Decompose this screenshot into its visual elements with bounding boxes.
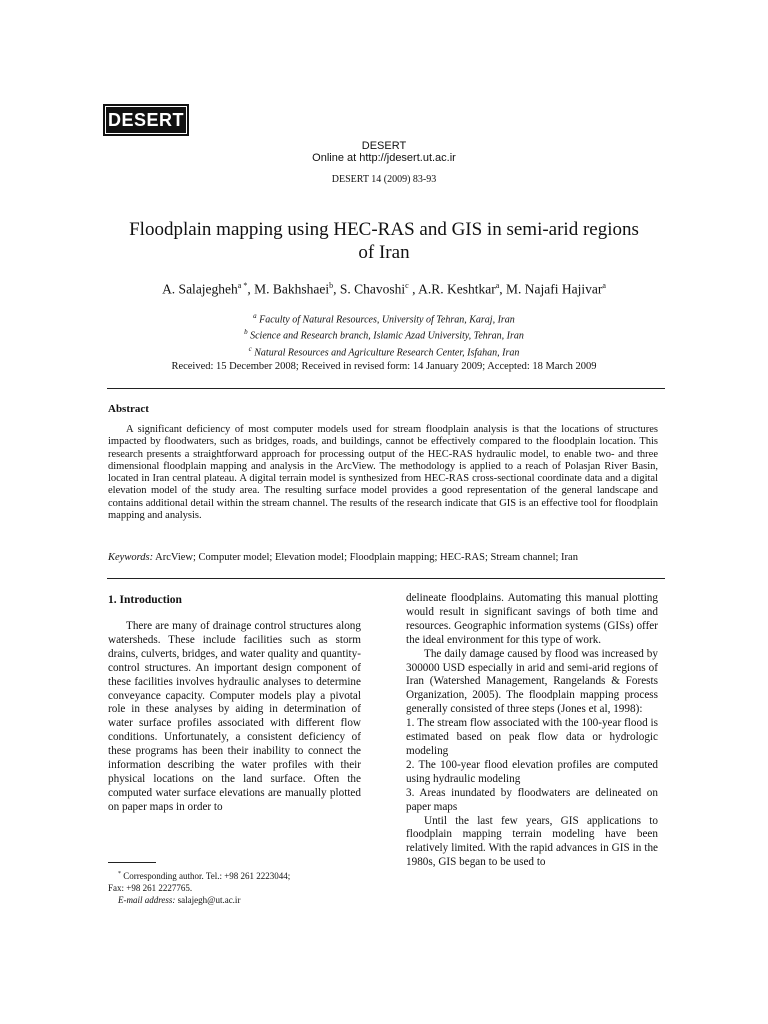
author-sup: a	[602, 281, 606, 290]
email-address[interactable]: salajegh@ut.ac.ir	[177, 895, 241, 905]
author-sup: b	[329, 281, 334, 290]
received-dates: Received: 15 December 2008; Received in revised form: 14 January 2009; Accepted: 18 March 2009	[171, 361, 597, 372]
right-column	[406, 592, 658, 870]
keywords	[108, 552, 668, 563]
section-heading: 1. Introduction	[108, 594, 182, 606]
affiliations	[0, 310, 768, 359]
issue-info: DESERT 14 (2009) 83-93	[331, 174, 437, 185]
author-name: S. Chavoshi	[339, 281, 406, 297]
paragraph: The daily damage caused by flood was increased by 300000 USD especially in arid and semi-arid regions of Iran (Watershed Management, Rangelands & Forests Organization, 2005). The floodplain mapping process generally consisted of three steps (Jones et al, 1998):	[406, 647, 658, 716]
list-item: 2. The 100-year flood elevation profiles are computed using hydraulic modeling	[406, 758, 658, 785]
author-name: M. Bakhshaei	[254, 281, 330, 297]
email-label: E-mail address:	[118, 895, 176, 905]
paragraph: Until the last few years, GIS applications to floodplain mapping terrain modeling have been relatively limited. With the rapid advances in GIS in the 1980s, GIS began to be used to	[406, 814, 658, 869]
keywords-label: Keywords:	[108, 552, 154, 563]
journal-logo: DESERT	[103, 104, 189, 136]
divider	[107, 388, 665, 389]
author-sup: a	[495, 281, 500, 290]
author-sup: c	[405, 281, 409, 290]
journal-url: Online at http://jdesert.ut.ac.ir	[312, 152, 456, 164]
journal-name: DESERT	[361, 140, 407, 152]
list-item: 3. Areas inundated by floodwaters are delineated on paper maps	[406, 786, 658, 813]
left-column	[108, 620, 361, 815]
abstract-heading: Abstract	[108, 403, 149, 415]
author-name: A.R. Keshtkar	[418, 281, 496, 297]
author-sup: a *	[237, 281, 248, 290]
list-item: 1. The stream flow associated with the 100-year flood is estimated based on peak flow data or hydrologic modeling	[406, 717, 658, 757]
paragraph: delineate floodplains. Automating this manual plotting would result in significant savings of both time and resources. Geographic information systems (GISs) offer the ideal environment for this type of work.	[406, 592, 658, 646]
footnote-rule	[108, 862, 156, 863]
divider	[107, 578, 665, 579]
affiliation: $^c$ Natural Resources and Agriculture Research Center, Isfahan, Iran	[248, 344, 520, 358]
footnote: * Corresponding author. Tel.: +98 261 2223044; Fax: +98 261 2227765. E-mail address: salajegh@ut.ac.ir	[108, 868, 368, 906]
paper-title: Floodplain mapping using HEC-RAS and GIS in semi-arid regions of Iran	[129, 219, 639, 263]
abstract-body: A significant deficiency of most computer models used for stream floodplain analysis is that the locations of structures impacted by floodwaters, such as bridges, roads, and buildings, cannot be effectively compared to the floodplain location. This research presents a straightforward approach for processing output of the HEC-RAS hydraulic model, to enable two- and three dimensional floodplain mapping and analysis in the ArcView. The methodology is applied to a reach of Polasjan River Basin, located in Iran central plateau. A digital terrain model is synthesized from HEC-RAS cross-sectional coordinate data and a digital elevation model of the study area. The resulting surface model provides a good representation of the general landscape and contains additional detail within the stream channel. The results of the research indicate that GIS is an effective tool for floodplain mapping and analysis.	[108, 424, 658, 522]
affiliation: $^b$ Science and Research branch, Islamic Azad University, Tehran, Iran	[244, 328, 524, 342]
fax: Fax: +98 261 2227765.	[108, 883, 193, 893]
author-name: A. Salajegheh	[162, 281, 238, 297]
keywords-text: ArcView; Computer model; Elevation model; Floodplain mapping; HEC-RAS; Stream channel; Iran	[155, 552, 578, 563]
author-list: A. Salajegheh$^{a *}$, M. Bakhshaei$^b$, S. Chavoshi$^c$ , A.R. Keshtkar$^a$, M. Najafi Hajivar$^a$	[162, 281, 606, 297]
paragraph: There are many of drainage control structures along watersheds. These include facilities such as storm drains, culverts, bridges, and water quality and quantity-control structures. An important design component of these facilities involves hydraulic analyses to determine conveyance capacity. Computer models play a pivotal role in these analyses by aiding in determination of water surface profiles associated with different flow conditions. Unfortunately, a consistent deficiency of these programs has been their inability to connect the information describing the water profiles with their physical locations on the land surface. Often the computed water surface elevations are manually plotted on paper maps in order to	[108, 620, 361, 813]
affiliation: $^a$ Faculty of Natural Resources, University of Tehran, Karaj, Iran	[253, 312, 515, 326]
author-name: M. Najafi Hajivar	[506, 281, 603, 297]
corresponding-author: Corresponding author. Tel.: +98 261 2223044;	[123, 871, 291, 881]
